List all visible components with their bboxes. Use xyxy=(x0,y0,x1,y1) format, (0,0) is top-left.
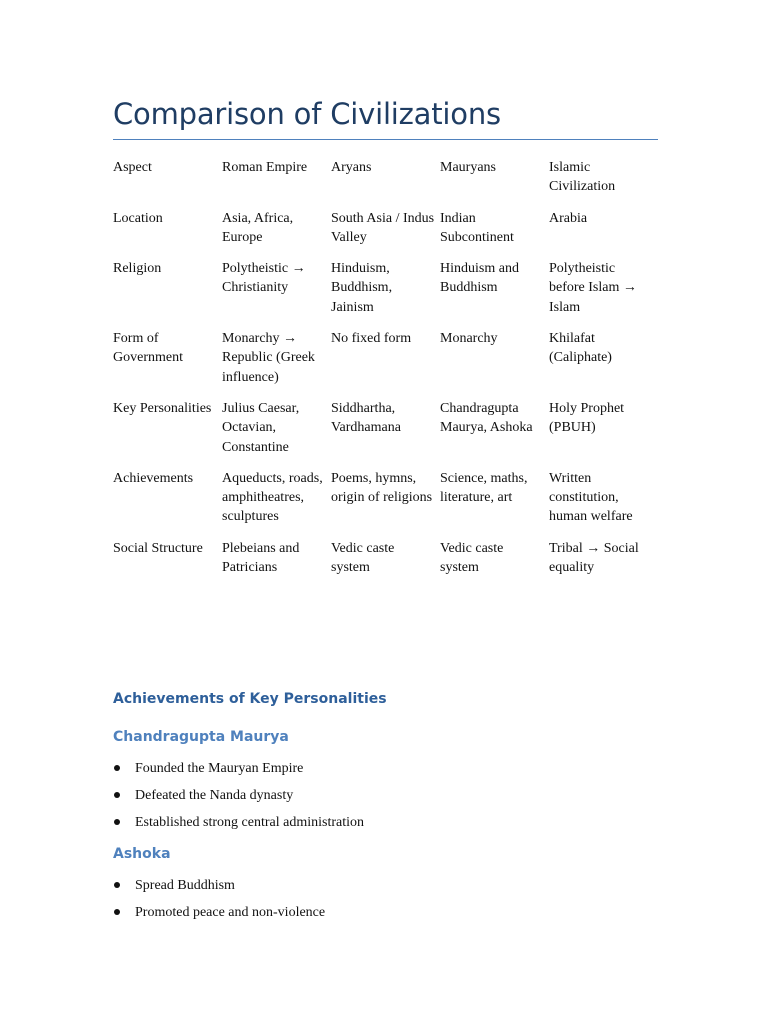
table-cell: Poems, hymns, origin of religions xyxy=(331,470,433,506)
table-header-cell: Roman Empire xyxy=(222,160,308,175)
ashoka-achievements-list xyxy=(113,876,325,930)
table-cell: Holy Prophet (PBUH) xyxy=(549,400,625,436)
table-cell: Monarchy → Republic (Greek influence) xyxy=(222,331,315,385)
chandragupta-achievements-list xyxy=(113,759,364,840)
table-header-cell: Aryans xyxy=(331,160,372,175)
table-row xyxy=(113,329,658,399)
table-cell: Monarchy xyxy=(440,331,498,347)
table-row-label: Social Structure xyxy=(113,540,203,556)
table-row-label: Key Personalities xyxy=(113,400,212,416)
list-item-text: Spread Buddhism xyxy=(135,878,235,893)
table-cell: South Asia / Indus Valley xyxy=(331,210,435,245)
list-item-text: Established strong central administration xyxy=(135,815,365,830)
list-item-text: Defeated the Nanda dynasty xyxy=(135,788,294,803)
table-cell: Arabia xyxy=(549,210,588,226)
bullet-icon xyxy=(114,765,120,771)
table-cell: Vedic caste system xyxy=(440,540,504,576)
table-cell: Plebeians and Patricians xyxy=(222,540,300,576)
bullet-icon xyxy=(114,909,120,915)
table-cell: Aqueducts, roads, amphitheatres, sculptures xyxy=(222,470,323,525)
table-row xyxy=(113,259,658,329)
table-header-cell: Aspect xyxy=(113,160,152,175)
bullet-icon xyxy=(114,882,120,888)
table-row-label: Location xyxy=(113,210,163,226)
table-cell: Julius Caesar, Octavian, Constantine xyxy=(222,400,300,455)
table-cell: Chandragupta Maurya, Ashoka xyxy=(440,400,533,436)
table-row-label: Achievements xyxy=(113,470,194,486)
table-cell: No fixed form xyxy=(331,331,412,347)
comparison-table-body xyxy=(113,158,658,589)
table-cell: Vedic caste system xyxy=(331,540,395,576)
table-cell: Siddhartha, Vardhamana xyxy=(331,400,401,436)
list-item-text: Promoted peace and non-violence xyxy=(135,905,326,920)
table-cell: Khilafat (Caliphate) xyxy=(549,331,612,366)
bullet-icon xyxy=(114,819,120,825)
comparison-table xyxy=(113,158,658,589)
table-cell: Hinduism and Buddhism xyxy=(440,261,519,296)
table-row xyxy=(113,469,658,539)
list-item-text: Founded the Mauryan Empire xyxy=(135,761,304,776)
table-cell: Written constitution, human welfare xyxy=(549,470,633,525)
table-cell: Indian Subcontinent xyxy=(440,210,514,245)
list-item xyxy=(113,759,364,786)
table-cell: Polytheistic before Islam → Islam xyxy=(549,261,637,315)
section-heading-achievements: Achievements of Key Personalities xyxy=(113,691,387,707)
table-cell: Science, maths, literature, art xyxy=(440,470,528,506)
table-cell: Tribal → Social equality xyxy=(549,540,639,576)
list-item xyxy=(113,786,364,813)
list-item xyxy=(113,903,325,930)
list-item xyxy=(113,813,364,840)
title-underline xyxy=(113,139,658,140)
document-title: Comparison of Civilizations xyxy=(113,97,501,131)
table-row-label: Form of Government xyxy=(113,331,183,366)
table-row xyxy=(113,399,658,469)
table-cell: Polytheistic → Christianity xyxy=(222,261,306,296)
table-cell: Hinduism, Buddhism, Jainism xyxy=(331,261,393,315)
table-row xyxy=(113,539,658,590)
table-header-cell: Islamic Civilization xyxy=(549,160,616,195)
subheading-ashoka: Ashoka xyxy=(113,846,171,862)
subheading-chandragupta: Chandragupta Maurya xyxy=(113,729,289,745)
list-item xyxy=(113,876,325,903)
table-header-cell: Mauryans xyxy=(440,160,496,175)
table-row xyxy=(113,158,658,209)
table-row xyxy=(113,209,658,260)
table-row-label: Religion xyxy=(113,261,162,277)
table-cell: Asia, Africa, Europe xyxy=(222,210,294,245)
bullet-icon xyxy=(114,792,120,798)
